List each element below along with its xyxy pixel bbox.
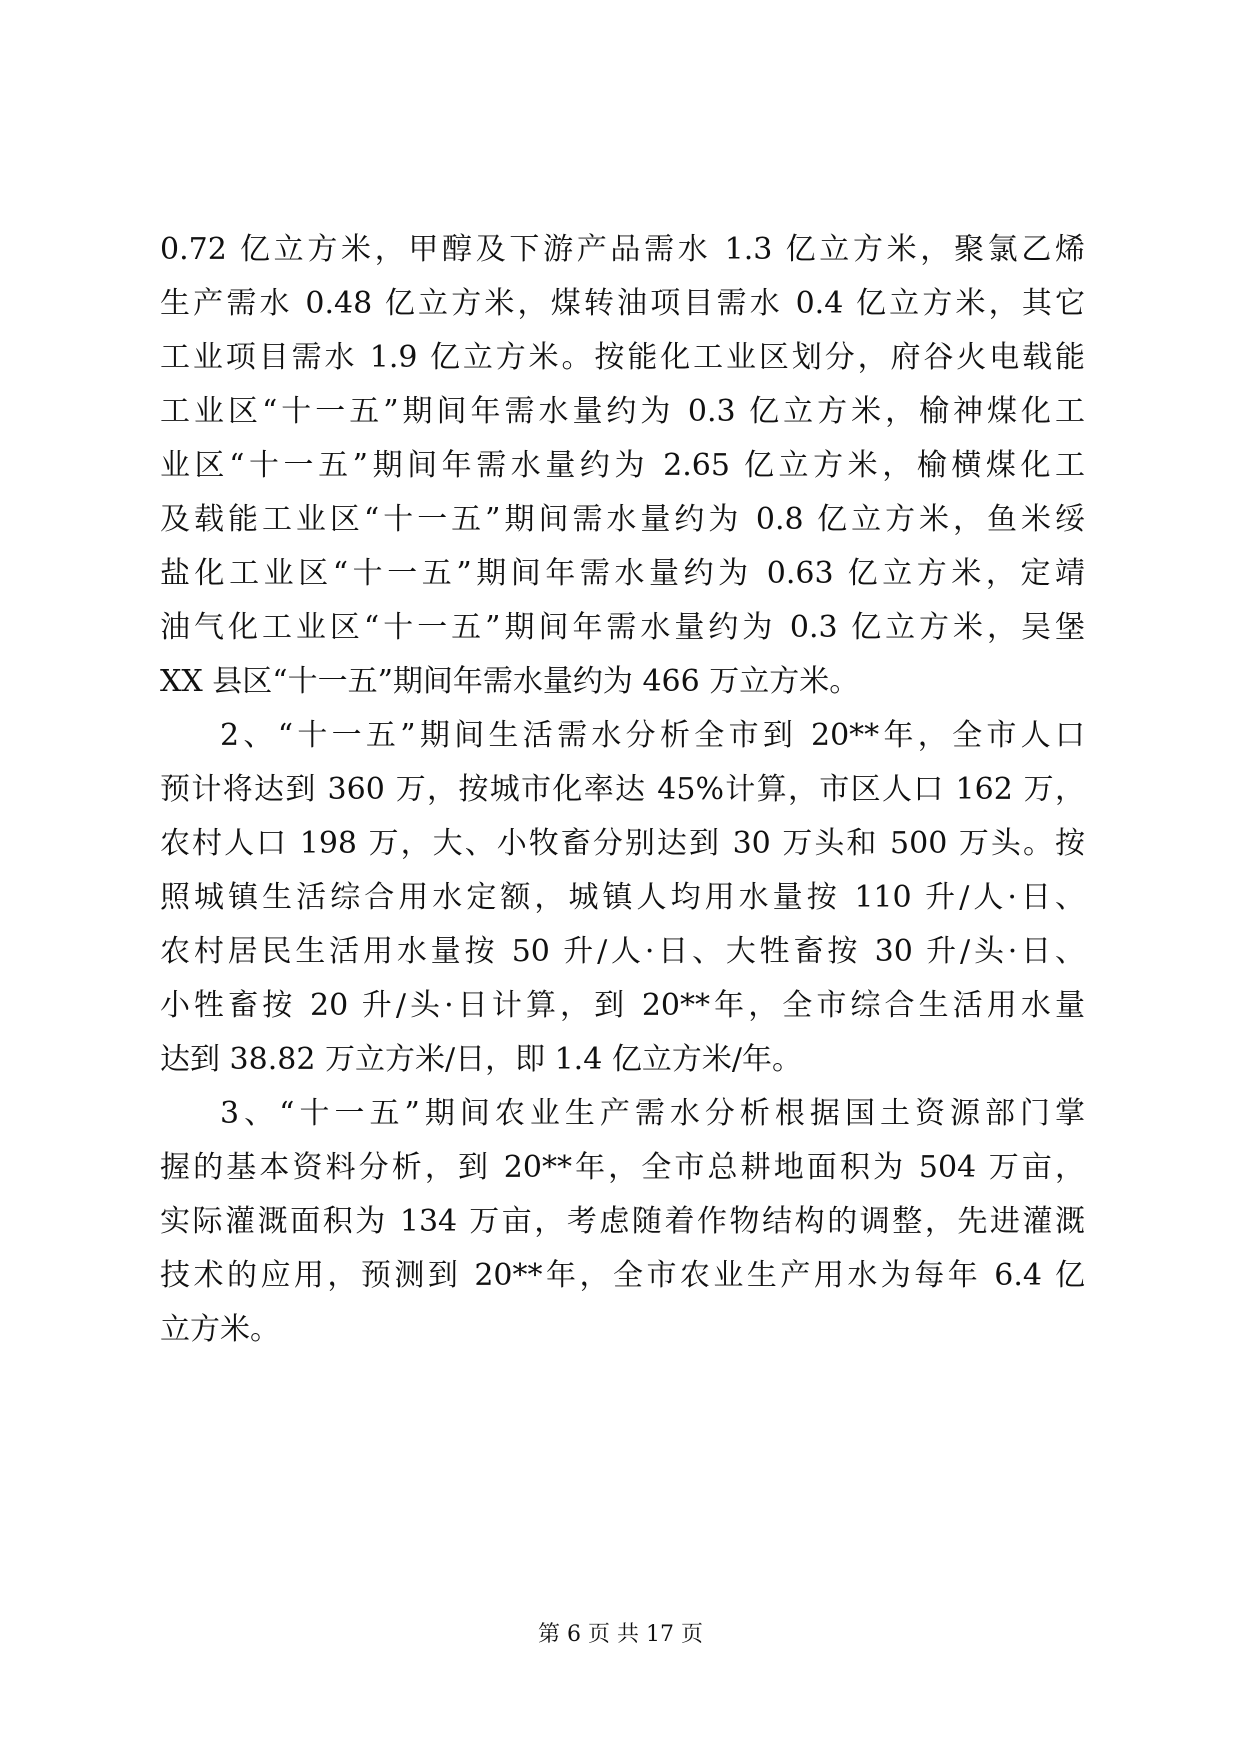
text-line: 工业区“十一五”期间年需水量约为 0.3 亿立方米，榆神煤化工 — [160, 394, 1085, 429]
text-line: 技术的应用，预测到 20**年，全市农业生产用水为每年 6.4 亿 — [160, 1258, 1085, 1293]
text-line: 达到 38.82 万立方米/日，即 1.4 亿立方米/年。 — [160, 1042, 802, 1077]
text-line: 握的基本资料分析，到 20**年，全市总耕地面积为 504 万亩， — [160, 1150, 1085, 1185]
text-line: 油气化工业区“十一五”期间年需水量约为 0.3 亿立方米，吴堡 — [160, 610, 1085, 645]
text-line: 预计将达到 360 万，按城市化率达 45%计算，市区人口 162 万， — [160, 772, 1085, 807]
text-line: 农村人口 198 万，大、小牧畜分别达到 30 万头和 500 万头。按 — [160, 826, 1085, 861]
text-line: 农村居民生活用水量按 50 升/人·日、大牲畜按 30 升/头·日、 — [160, 934, 1085, 969]
paragraph-first-line: 2、“十一五”期间生活需水分析全市到 20**年，全市人口 — [220, 718, 1085, 753]
text-line: 盐化工业区“十一五”期间年需水量约为 0.63 亿立方米，定靖 — [160, 556, 1085, 591]
text-line: 及载能工业区“十一五”期间需水量约为 0.8 亿立方米，鱼米绥 — [160, 502, 1085, 537]
page-number-footer: 第 6 页 共 17 页 — [538, 1622, 703, 1647]
text-line: 工业项目需水 1.9 亿立方米。按能化工业区划分，府谷火电载能 — [160, 340, 1085, 375]
text-line: 小牲畜按 20 升/头·日计算，到 20**年，全市综合生活用水量 — [160, 988, 1085, 1023]
text-line: XX 县区“十一五”期间年需水量约为 466 万立方米。 — [160, 664, 860, 699]
paragraph-first-line: 3、“十一五”期间农业生产需水分析根据国土资源部门掌 — [220, 1096, 1085, 1131]
text-line: 0.72 亿立方米，甲醇及下游产品需水 1.3 亿立方米，聚氯乙烯 — [160, 232, 1085, 267]
text-line: 实际灌溉面积为 134 万亩，考虑随着作物结构的调整，先进灌溉 — [160, 1204, 1085, 1239]
text-line: 生产需水 0.48 亿立方米，煤转油项目需水 0.4 亿立方米，其它 — [160, 286, 1085, 321]
text-line: 立方米。 — [160, 1312, 280, 1347]
text-line: 业区“十一五”期间年需水量约为 2.65 亿立方米，榆横煤化工 — [160, 448, 1085, 483]
text-line: 照城镇生活综合用水定额，城镇人均用水量按 110 升/人·日、 — [160, 880, 1085, 915]
